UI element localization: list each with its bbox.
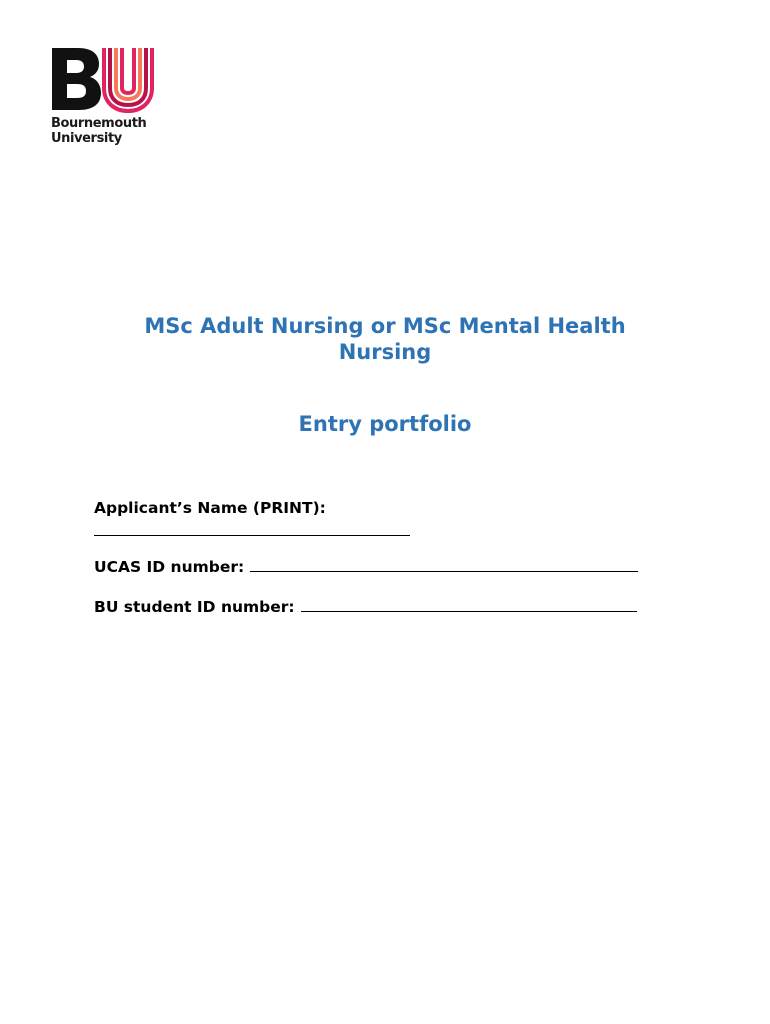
document-subtitle: Entry portfolio (298, 412, 472, 436)
applicant-name-label: Applicant’s Name (PRINT): (94, 499, 326, 517)
university-logo (50, 44, 160, 154)
logo-u-stripe-inner (122, 48, 134, 93)
ucas-id-blank[interactable] (250, 569, 638, 572)
logo-wordmark (51, 116, 146, 146)
applicant-name-blank[interactable] (94, 535, 410, 536)
bu-student-id-field (94, 597, 637, 617)
document-title-line1: MSc Adult Nursing or MSc Mental Health (144, 314, 626, 338)
ucas-id-field (94, 557, 638, 577)
logo-text-university: University (51, 131, 122, 146)
logo-b-shape (52, 48, 101, 110)
logo-text-bournemouth: Bournemouth (51, 116, 147, 131)
bu-student-id-blank[interactable] (301, 609, 637, 612)
ucas-id-label: UCAS ID number: (94, 558, 245, 576)
bu-monogram-icon (50, 44, 156, 114)
document-title (60, 313, 710, 365)
document-title-line2: Nursing (338, 340, 432, 364)
bu-student-id-label: BU student ID number: (94, 598, 295, 616)
